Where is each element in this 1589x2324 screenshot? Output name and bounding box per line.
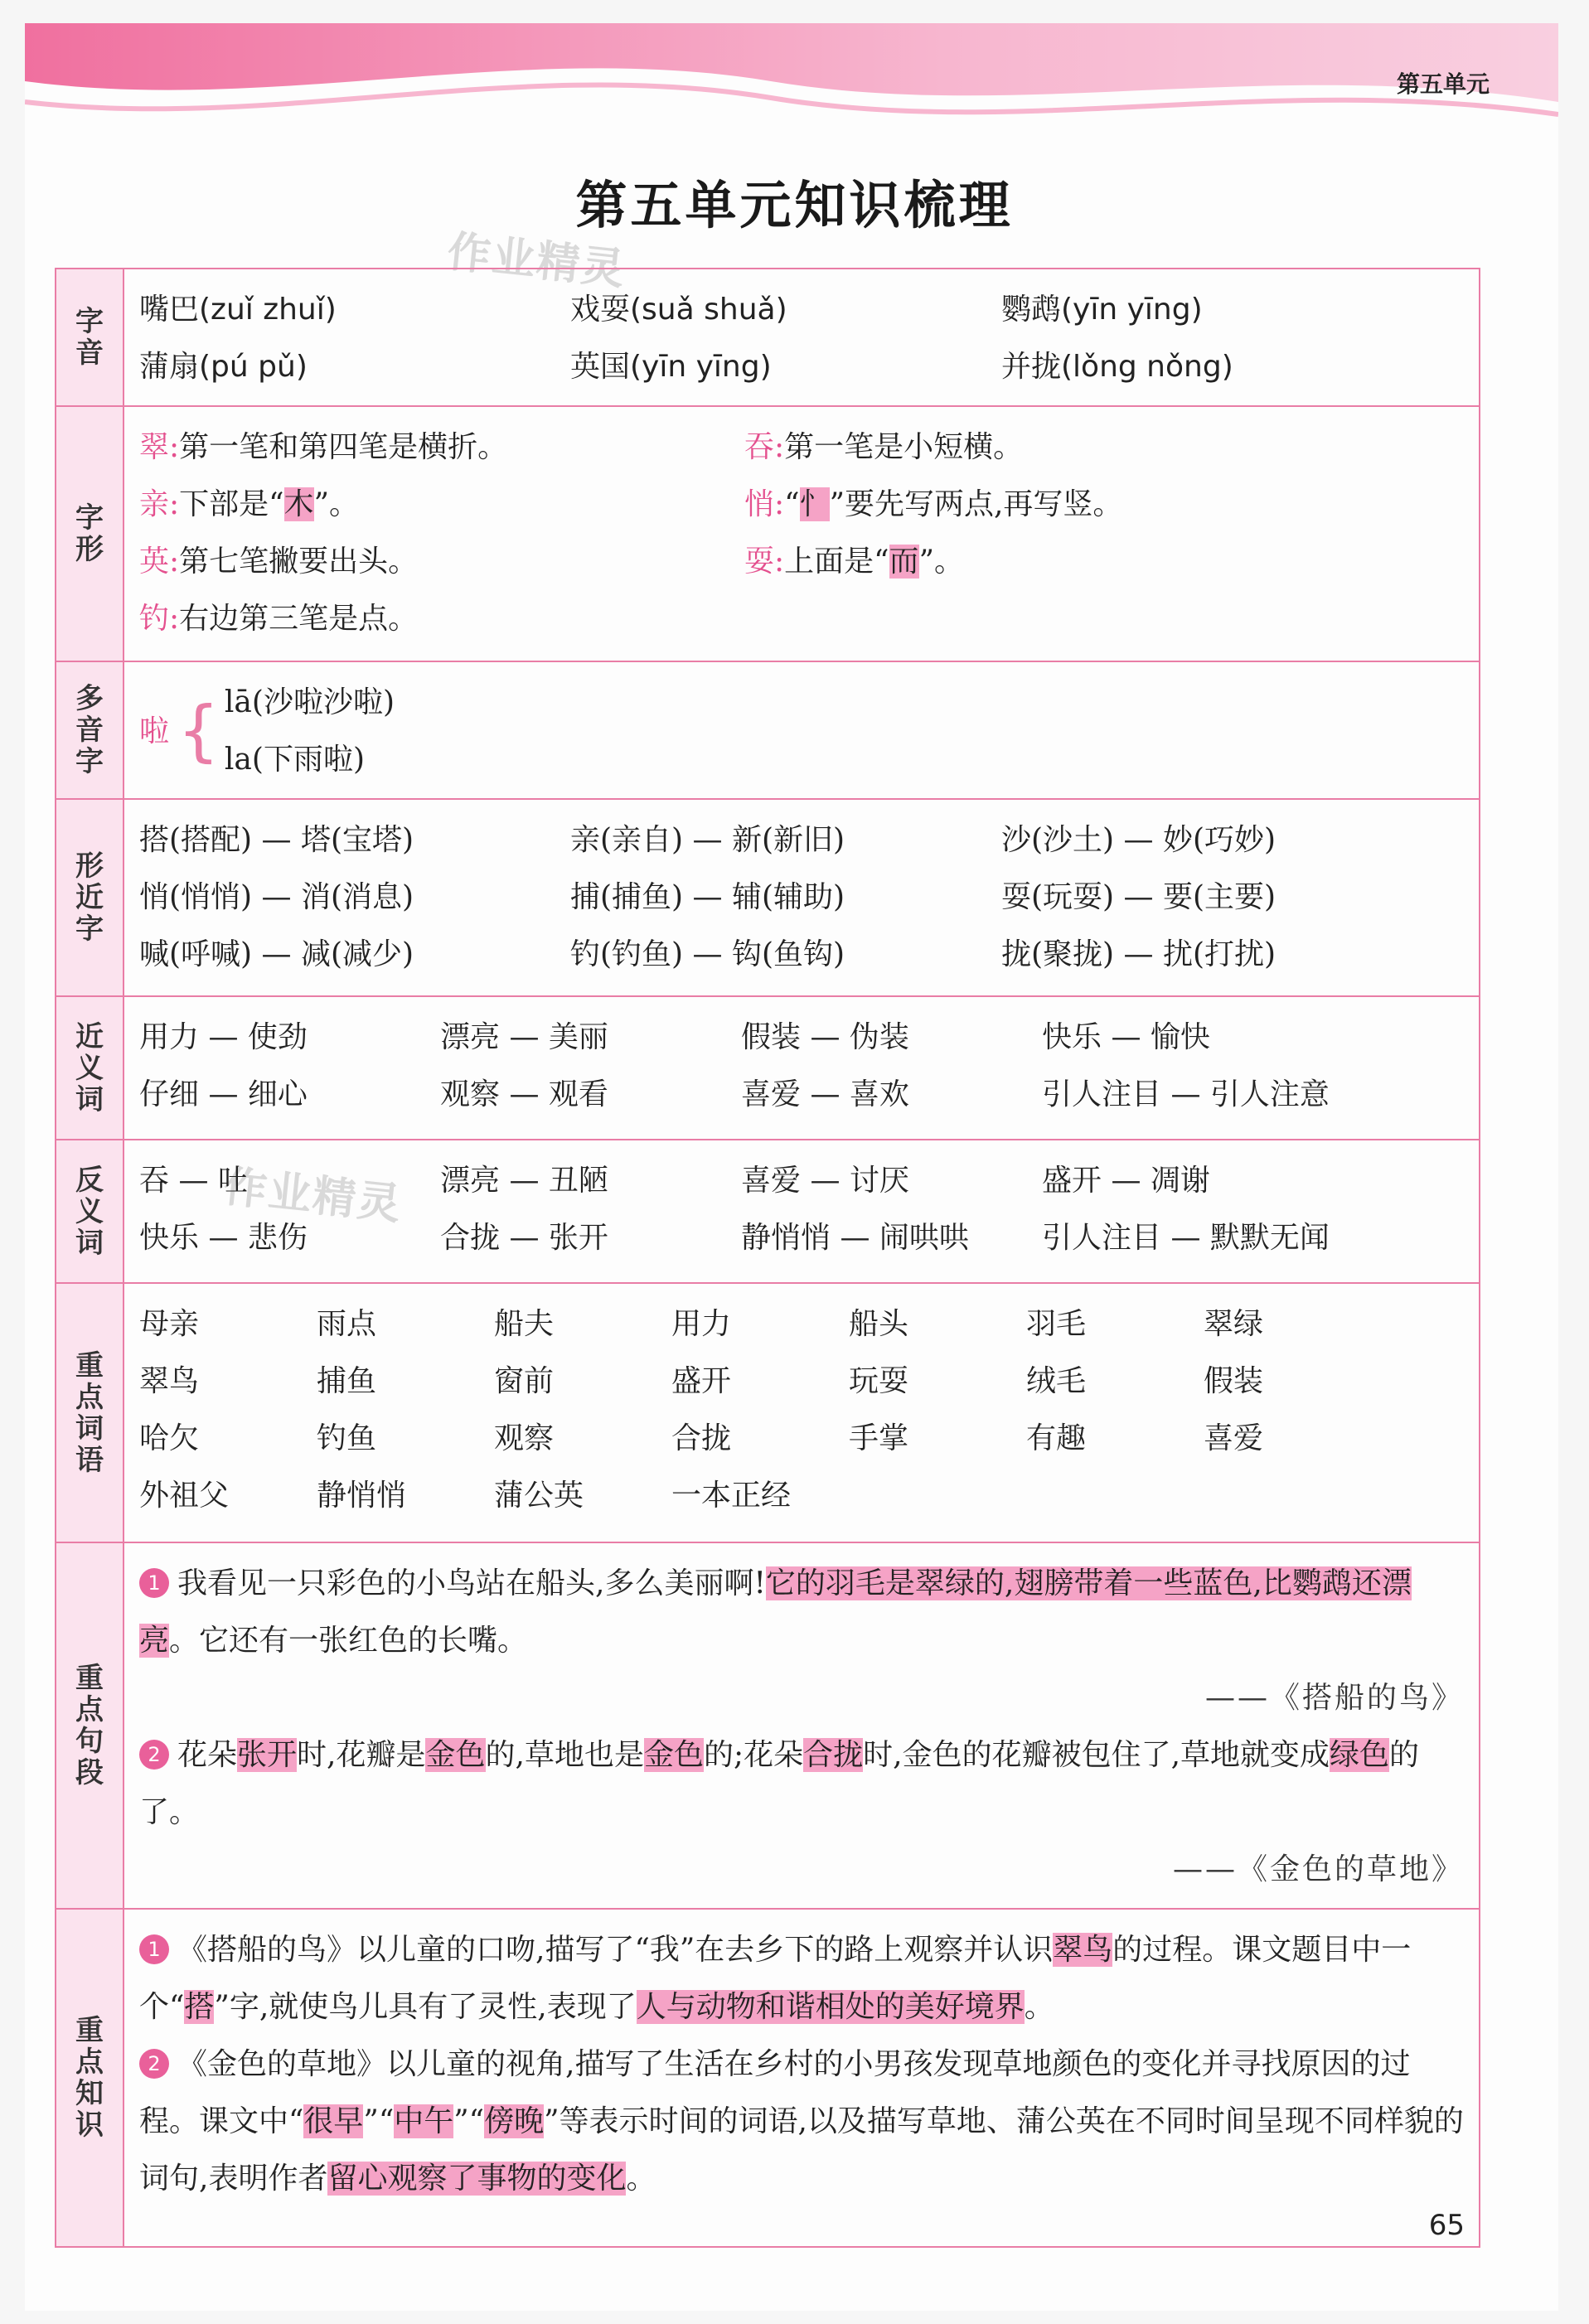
antonym-pair: 引人注目 — 默默无闻 <box>1042 1221 1330 1255</box>
header-banner <box>25 23 1558 123</box>
synonym-pair: 用力 — 使劲 <box>139 1020 308 1054</box>
similar-pair: 耍(玩耍) — 要(主要) <box>1001 880 1277 914</box>
key-knowledge: 2 《金色的草地》以儿童的视角,描写了生活在乡村的小男孩发现草地颜色的变化并寻找原因的过程。课文中“很早”“中午”“傍晚”等表示时间的词语,以及描写草地、蒲公英在不同时间呈现不同样貌的词句,表明作者留心观察了事物的变化。 <box>139 2047 1464 2196</box>
section-fan-yi <box>56 1140 1480 1283</box>
key-word: 喜爱 <box>1204 1421 1264 1455</box>
similar-pair: 沙(沙土) — 妙(巧妙) <box>1001 823 1277 857</box>
stroke-item: 钓:右边第三笔是点。 <box>139 602 419 636</box>
section-label: 重 点 词 语 <box>56 1283 124 1542</box>
number-1-icon: 1 <box>139 1568 169 1598</box>
section-label: 反 义 词 <box>56 1140 124 1283</box>
antonym-pair: 盛开 — 凋谢 <box>1042 1164 1210 1198</box>
key-word: 船夫 <box>494 1307 555 1341</box>
key-word: 合拢 <box>671 1421 732 1455</box>
watermark: 作业精灵 <box>444 226 628 296</box>
section-label: 多 音 字 <box>56 661 124 799</box>
similar-pair: 钓(钓鱼) — 钩(鱼钩) <box>570 937 845 971</box>
section-zhong-dian-ci <box>56 1283 1480 1542</box>
unit-label: 第五单元 <box>1396 70 1490 98</box>
pinyin-item: 蒲扇(pú pǔ) <box>139 350 308 384</box>
stroke-item: 悄:“忄”要先写两点,再写竖。 <box>744 487 1123 521</box>
pinyin-item: 英国(yīn yīng) <box>570 350 772 384</box>
stroke-item: 英:第七笔撇要出头。 <box>139 545 419 579</box>
key-word: 盛开 <box>671 1364 732 1398</box>
section-duo-yin <box>56 661 1480 799</box>
key-word: 捕鱼 <box>317 1364 377 1398</box>
key-word: 翠鸟 <box>139 1364 200 1398</box>
similar-pair: 喊(呼喊) — 减(减少) <box>139 937 414 971</box>
watermark: 作业精灵 <box>220 1161 405 1231</box>
similar-pair: 拢(聚拢) — 扰(打扰) <box>1001 937 1277 971</box>
pinyin-item: 鹦鹉(yīn yīng) <box>1001 293 1203 327</box>
polyphone-char: 啦 <box>139 714 170 748</box>
antonym-pair: 漂亮 — 丑陋 <box>440 1164 608 1198</box>
key-word: 母亲 <box>139 1307 200 1341</box>
stroke-item: 亲:下部是“木”。 <box>139 487 359 521</box>
key-word: 船头 <box>849 1307 909 1341</box>
knowledge-table <box>55 268 1480 2248</box>
key-word: 观察 <box>494 1421 555 1455</box>
stroke-item: 翠:第一笔和第四笔是横折。 <box>139 430 508 464</box>
key-word: 绒毛 <box>1026 1364 1087 1398</box>
section-xing-jin <box>56 799 1480 996</box>
number-1-icon: 1 <box>139 1934 169 1964</box>
reading: lā(沙啦沙啦) <box>224 685 395 719</box>
stroke-item: 耍:上面是“而”。 <box>744 545 964 579</box>
passage-source: ——《搭船的鸟》 <box>1204 1681 1464 1715</box>
key-word: 哈欠 <box>139 1421 200 1455</box>
antonym-pair: 喜爱 — 讨厌 <box>741 1164 909 1198</box>
section-zi-xing <box>56 406 1480 661</box>
key-word: 蒲公英 <box>494 1479 584 1513</box>
section-label: 字 音 <box>56 269 124 406</box>
key-word: 窗前 <box>494 1364 555 1398</box>
key-word: 用力 <box>671 1307 732 1341</box>
key-word: 外祖父 <box>139 1479 230 1513</box>
key-word: 手掌 <box>849 1421 909 1455</box>
antonym-pair: 静悄悄 — 闹哄哄 <box>741 1221 969 1255</box>
section-label: 字 形 <box>56 406 124 661</box>
key-word: 假装 <box>1204 1364 1264 1398</box>
key-word: 有趣 <box>1026 1421 1087 1455</box>
key-word: 玩耍 <box>849 1364 909 1398</box>
section-label: 重 点 知 识 <box>56 1909 124 2247</box>
section-label: 重 点 句 段 <box>56 1542 124 1909</box>
section-label: 近 义 词 <box>56 996 124 1140</box>
synonym-pair: 假装 — 伪装 <box>741 1020 909 1054</box>
synonym-pair: 快乐 — 愉快 <box>1042 1020 1210 1054</box>
page-number: 65 <box>1428 2209 1465 2242</box>
section-jin-yi <box>56 996 1480 1140</box>
synonym-pair: 漂亮 — 美丽 <box>440 1020 608 1054</box>
section-zi-yin <box>56 269 1480 406</box>
antonym-pair: 快乐 — 悲伤 <box>139 1221 308 1255</box>
number-2-icon: 2 <box>139 1740 169 1770</box>
key-word: 雨点 <box>317 1307 377 1341</box>
similar-pair: 捕(捕鱼) — 辅(辅助) <box>570 880 845 914</box>
synonym-pair: 喜爱 — 喜欢 <box>741 1077 909 1111</box>
pinyin-item: 嘴巴(zuǐ zhuǐ) <box>139 293 337 327</box>
key-word: 钓鱼 <box>317 1421 377 1455</box>
similar-pair: 亲(亲自) — 新(新旧) <box>570 823 845 857</box>
number-2-icon: 2 <box>139 2049 169 2079</box>
key-word: 静悄悄 <box>317 1479 407 1513</box>
key-knowledge: 1 《搭船的鸟》以儿童的口吻,描写了“我”在去乡下的路上观察并认识翠鸟的过程。课文题目中一个“搭”字,就使鸟儿具有了灵性,表现了人与动物和谐相处的美好境界。 <box>139 1933 1412 2024</box>
key-passage: 2 花朵张开时,花瓣是金色的,草地也是金色的;花朵合拢时,金色的花瓣被包住了,草地就变成绿色的了。 <box>139 1738 1420 1829</box>
stroke-item: 吞:第一笔是小短横。 <box>744 430 1024 464</box>
key-word: 一本正经 <box>671 1479 792 1513</box>
key-word: 翠绿 <box>1204 1307 1264 1341</box>
synonym-pair: 观察 — 观看 <box>440 1077 608 1111</box>
section-zhong-dian-ju <box>56 1542 1480 1909</box>
section-zhong-dian-zhi <box>56 1909 1480 2247</box>
section-label: 形 近 字 <box>56 799 124 996</box>
reading: la(下雨啦) <box>224 743 365 777</box>
page-title: 第五单元知识梳理 <box>575 175 1014 235</box>
key-passage: 1 我看见一只彩色的小鸟站在船头,多么美丽啊!它的羽毛是翠绿的,翅膀带着一些蓝色,比鹦鹉还漂亮。它还有一张红色的长嘴。 <box>139 1566 1412 1658</box>
pinyin-item: 并拢(lǒng nǒng) <box>1001 350 1233 384</box>
similar-pair: 搭(搭配) — 塔(宝塔) <box>139 823 414 857</box>
key-word: 羽毛 <box>1026 1307 1087 1341</box>
antonym-pair: 吞 — 吐 <box>139 1164 248 1198</box>
brace-icon: { <box>177 692 220 769</box>
pinyin-item: 戏耍(suǎ shuǎ) <box>570 293 787 327</box>
synonym-pair: 仔细 — 细心 <box>139 1077 308 1111</box>
similar-pair: 悄(悄悄) — 消(消息) <box>139 880 414 914</box>
synonym-pair: 引人注目 — 引人注意 <box>1042 1077 1330 1111</box>
passage-source: ——《金色的草地》 <box>1172 1852 1464 1886</box>
antonym-pair: 合拢 — 张开 <box>440 1221 608 1255</box>
